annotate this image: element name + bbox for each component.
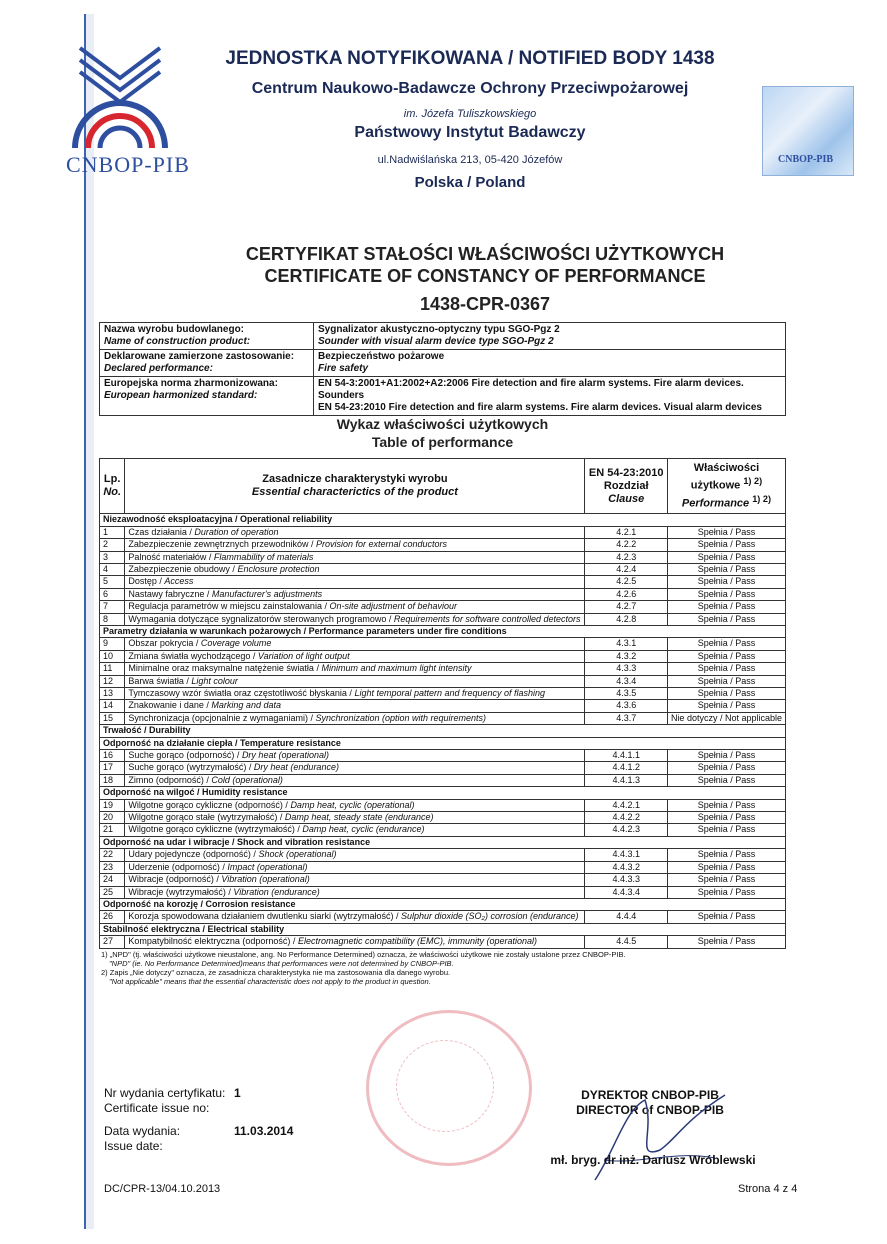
- row-characteristic: Suche gorąco (odporność) / Dry heat (operational): [125, 750, 585, 762]
- row-clause: 4.2.3: [585, 551, 667, 563]
- row-clause: 4.4.3.4: [585, 886, 667, 898]
- page-number: Strona 4 z 4: [738, 1183, 798, 1195]
- table-row: [100, 675, 786, 687]
- row-clause: 4.4.1.2: [585, 762, 667, 774]
- section-row: [100, 898, 786, 910]
- row-performance: Spełnia / Pass: [667, 886, 785, 898]
- row-characteristic: Regulacja parametrów w miejscu zainstalowania / On-site adjustment of behaviour: [125, 601, 585, 613]
- table-row: [100, 576, 786, 588]
- footnote: "NPD" (ie. No Performance Determined)means that performances were not determined by CNBOP-PIB.: [109, 959, 454, 968]
- row-performance: Spełnia / Pass: [667, 663, 785, 675]
- table-row: [100, 526, 786, 538]
- row-number: 22: [100, 849, 125, 861]
- row-number: 18: [100, 774, 125, 786]
- row-characteristic: Barwa światła / Light colour: [125, 675, 585, 687]
- row-characteristic: Dostęp / Access: [125, 576, 585, 588]
- certificate-title-en: CERTIFICATE OF CONSTANCY OF PERFORMANCE: [264, 266, 706, 286]
- logo-text: CNBOP-PIB: [66, 152, 190, 177]
- col-clause-header: EN 54-23:2010 Rozdział Clause: [585, 459, 667, 514]
- issue-date-value: 11.03.2014: [234, 1124, 294, 1138]
- row-characteristic: Wilgotne gorąco cykliczne (odporność) / Damp heat, cyclic (operational): [125, 799, 585, 811]
- row-characteristic: Udary pojedyncze (odporność) / Shock (operational): [125, 849, 585, 861]
- row-number: 13: [100, 688, 125, 700]
- table-row: [100, 849, 786, 861]
- section-label: Trwałość / Durability: [100, 725, 786, 737]
- row-number: 8: [100, 613, 125, 625]
- row-performance: Spełnia / Pass: [667, 849, 785, 861]
- col-performance-header: Właściwości użytkowe $^{1) 2)}$ Performance $^{1) 2)}$: [667, 459, 785, 514]
- table-row: [100, 886, 786, 898]
- table-row: [100, 650, 786, 662]
- row-clause: 4.4.2.3: [585, 824, 667, 836]
- row-performance: Spełnia / Pass: [667, 650, 785, 662]
- row-characteristic: Tymczasowy wzór światła oraz częstotliwość błyskania / Light temporal pattern and frequency of flashing: [125, 688, 585, 700]
- row-performance: Spełnia / Pass: [667, 936, 785, 948]
- row-performance: Spełnia / Pass: [667, 874, 785, 886]
- row-clause: 4.3.4: [585, 675, 667, 687]
- director-name: mł. bryg. dr inż. Dariusz Wróblewski: [550, 1153, 756, 1167]
- row-performance: Spełnia / Pass: [667, 688, 785, 700]
- table-row: [100, 812, 786, 824]
- row-performance: Spełnia / Pass: [667, 799, 785, 811]
- row-characteristic: Synchronizacja (opcjonalnie z wymaganiami) / Synchronization (option with requirements): [125, 712, 585, 724]
- row-characteristic: Zmiana światła wychodzącego / Variation of light output: [125, 650, 585, 662]
- table-row: [100, 861, 786, 873]
- row-number: 4: [100, 563, 125, 575]
- footnotes: [101, 950, 626, 986]
- certificate-number: 1438-CPR-0367: [419, 294, 551, 314]
- row-clause: 4.3.3: [585, 663, 667, 675]
- row-clause: 4.3.5: [585, 688, 667, 700]
- row-performance: Spełnia / Pass: [667, 700, 785, 712]
- row-number: 14: [100, 700, 125, 712]
- row-clause: 4.3.6: [585, 700, 667, 712]
- row-characteristic: Zimno (odporność) / Cold (operational): [125, 774, 585, 786]
- row-performance: Spełnia / Pass: [667, 613, 785, 625]
- row-number: 19: [100, 799, 125, 811]
- row-performance: Spełnia / Pass: [667, 774, 785, 786]
- row-performance: Spełnia / Pass: [667, 824, 785, 836]
- table-row: [100, 936, 786, 948]
- row-clause: 4.4.4: [585, 911, 667, 923]
- row-characteristic: Kompatybilność elektryczna (odporność) / Electromagnetic compatibility (EMC), immunity (operational): [125, 936, 585, 948]
- table-row: [100, 688, 786, 700]
- section-label: Odporność na wilgoć / Humidity resistance: [100, 787, 786, 799]
- table-row: [100, 799, 786, 811]
- row-number: 21: [100, 824, 125, 836]
- institute-country: Polska / Poland: [414, 174, 526, 191]
- info-label: Nazwa wyrobu budowlanego: Name of construction product:: [100, 323, 314, 350]
- footnote: "Not applicable" means that the essential characteristic does not apply to the product in question.: [109, 977, 431, 986]
- row-performance: Spełnia / Pass: [667, 812, 785, 824]
- section-row: [100, 787, 786, 799]
- row-clause: 4.3.2: [585, 650, 667, 662]
- product-info-table: [99, 322, 786, 416]
- table-row: [100, 824, 786, 836]
- row-performance: Spełnia / Pass: [667, 576, 785, 588]
- table-row: [100, 613, 786, 625]
- info-row: [100, 377, 786, 416]
- footnote: 1) „NPD" (tj. właściwości użytkowe nieustalone, ang. No Performance Determined) oznacza, że właściwości użytkowe nie zostały ustalone przez CNBOP-PIB.: [101, 950, 626, 959]
- section-row: [100, 625, 786, 637]
- row-performance: Spełnia / Pass: [667, 601, 785, 613]
- table-row: [100, 588, 786, 600]
- row-clause: 4.4.1.3: [585, 774, 667, 786]
- row-number: 20: [100, 812, 125, 824]
- row-clause: 4.2.4: [585, 563, 667, 575]
- row-clause: 4.2.5: [585, 576, 667, 588]
- row-performance: Spełnia / Pass: [667, 588, 785, 600]
- row-performance: Spełnia / Pass: [667, 750, 785, 762]
- row-performance: Spełnia / Pass: [667, 675, 785, 687]
- section-row: [100, 725, 786, 737]
- row-characteristic: Znakowanie i dane / Marking and data: [125, 700, 585, 712]
- info-row: [100, 350, 786, 377]
- row-number: 2: [100, 539, 125, 551]
- info-value: EN 54-3:2001+A1:2002+A2:2006 Fire detection and fire alarm systems. Fire alarm devices. Sounders EN 54-23:2010 Fire detection and fire alarm systems. Fire alarm devices. Visual alarm devices: [314, 377, 786, 416]
- section-label: Odporność na korozję / Corrosion resistance: [100, 898, 786, 910]
- row-clause: 4.2.7: [585, 601, 667, 613]
- institute-name: Centrum Naukowo-Badawcze Ochrony Przeciwpożarowej: [251, 80, 689, 97]
- issue-no-value: 1: [234, 1086, 241, 1100]
- row-clause: 4.2.1: [585, 526, 667, 538]
- row-characteristic: Uderzenie (odporność) / Impact (operational): [125, 861, 585, 873]
- table-row: [100, 551, 786, 563]
- row-number: 7: [100, 601, 125, 613]
- table-row: [100, 539, 786, 551]
- row-characteristic: Korozja spowodowana działaniem dwutlenku siarki (wytrzymałość) / Sulphur dioxide (SO₂) corrosion (endurance): [125, 911, 585, 923]
- row-number: 11: [100, 663, 125, 675]
- row-characteristic: Minimalne oraz maksymalne natężenie światła / Minimum and maximum light intensity: [125, 663, 585, 675]
- row-performance: Spełnia / Pass: [667, 539, 785, 551]
- row-characteristic: Wilgotne gorąco stałe (wytrzymałość) / Damp heat, steady state (endurance): [125, 812, 585, 824]
- row-number: 1: [100, 526, 125, 538]
- row-performance: Spełnia / Pass: [667, 762, 785, 774]
- info-label: Deklarowane zamierzone zastosowanie: Declared performance:: [100, 350, 314, 377]
- table-title-pl: Wykaz właściwości użytkowych: [336, 416, 549, 432]
- issue-no-label-en: Certificate issue no:: [104, 1101, 210, 1115]
- director-title-pl: DYREKTOR CNBOP-PIB: [581, 1088, 719, 1102]
- table-row: [100, 563, 786, 575]
- section-row: [100, 836, 786, 848]
- row-clause: 4.4.3.3: [585, 874, 667, 886]
- certificate-title-pl: CERTYFIKAT STAŁOŚCI WŁAŚCIWOŚCI UŻYTKOWYCH: [245, 244, 725, 264]
- row-number: 12: [100, 675, 125, 687]
- issue-no-label-pl: Nr wydania certyfikatu:: [104, 1086, 226, 1100]
- row-characteristic: Palność materiałów / Flammability of materials: [125, 551, 585, 563]
- section-label: Niezawodność eksploatacyjna / Operational reliability: [100, 514, 786, 526]
- row-clause: 4.2.8: [585, 613, 667, 625]
- table-row: [100, 750, 786, 762]
- info-label: Europejska norma zharmonizowana: European harmonized standard:: [100, 377, 314, 416]
- left-margin-stripe: [84, 14, 94, 1229]
- row-characteristic: Wymagania dotyczące sygnalizatorów sterowanych programowo / Requirements for software controlled detectors: [125, 613, 585, 625]
- row-number: 25: [100, 886, 125, 898]
- table-title-en: Table of performance: [371, 434, 514, 450]
- row-characteristic: Zabezpieczenie zewnętrznych przewodników / Provision for external conductors: [125, 539, 585, 551]
- table-row: [100, 712, 786, 724]
- row-clause: 4.4.5: [585, 936, 667, 948]
- notified-body-heading: JEDNOSTKA NOTYFIKOWANA / NOTIFIED BODY 1438: [225, 48, 715, 69]
- document-code: DC/CPR-13/04.10.2013: [104, 1183, 221, 1195]
- row-number: 9: [100, 638, 125, 650]
- hologram-text: CNBOP-PIB: [778, 154, 833, 165]
- col-no-header: Lp. No.: [100, 459, 125, 514]
- table-row: [100, 601, 786, 613]
- row-clause: 4.2.2: [585, 539, 667, 551]
- row-performance: Spełnia / Pass: [667, 526, 785, 538]
- row-number: 10: [100, 650, 125, 662]
- section-row: [100, 514, 786, 526]
- row-characteristic: Czas działania / Duration of operation: [125, 526, 585, 538]
- issue-date-label-pl: Data wydania:: [104, 1124, 181, 1138]
- row-characteristic: Suche gorąco (wytrzymałość) / Dry heat (endurance): [125, 762, 585, 774]
- row-performance: Spełnia / Pass: [667, 563, 785, 575]
- row-clause: 4.4.2.2: [585, 812, 667, 824]
- section-row: [100, 737, 786, 749]
- table-row: [100, 638, 786, 650]
- issue-date-label-en: Issue date:: [104, 1139, 163, 1153]
- institute-patron: im. Józefa Tuliszkowskiego: [403, 108, 537, 120]
- row-clause: 4.4.3.1: [585, 849, 667, 861]
- row-number: 23: [100, 861, 125, 873]
- row-characteristic: Zabezpieczenie obudowy / Enclosure protection: [125, 563, 585, 575]
- performance-table: [99, 458, 786, 949]
- row-number: 17: [100, 762, 125, 774]
- row-clause: 4.4.1.1: [585, 750, 667, 762]
- row-number: 26: [100, 911, 125, 923]
- section-label: Odporność na działanie ciepła / Temperature resistance: [100, 737, 786, 749]
- col-characteristics-header: Zasadnicze charakterystyki wyrobu Essential characterictics of the product: [125, 459, 585, 514]
- row-clause: 4.3.1: [585, 638, 667, 650]
- row-number: 16: [100, 750, 125, 762]
- table-row: [100, 774, 786, 786]
- row-characteristic: Wibracje (wytrzymałość) / Vibration (endurance): [125, 886, 585, 898]
- row-performance: Nie dotyczy / Not applicable: [667, 712, 785, 724]
- row-clause: 4.2.6: [585, 588, 667, 600]
- row-characteristic: Wibracje (odporność) / Vibration (operational): [125, 874, 585, 886]
- row-characteristic: Nastawy fabryczne / Manufacturer's adjustments: [125, 588, 585, 600]
- row-performance: Spełnia / Pass: [667, 911, 785, 923]
- table-row: [100, 911, 786, 923]
- row-number: 15: [100, 712, 125, 724]
- footnote: 2) Zapis „Nie dotyczy" oznacza, że zasadnicza charakterystyka nie ma zastosowania dla danego wyrobu.: [101, 968, 451, 977]
- section-label: Odporność na udar i wibracje / Shock and vibration resistance: [100, 836, 786, 848]
- table-row: [100, 762, 786, 774]
- info-value: Bezpieczeństwo pożarowe Fire safety: [314, 350, 786, 377]
- institute-type: Państwowy Instytut Badawczy: [354, 124, 586, 141]
- row-number: 6: [100, 588, 125, 600]
- row-performance: Spełnia / Pass: [667, 551, 785, 563]
- row-number: 27: [100, 936, 125, 948]
- row-clause: 4.4.3.2: [585, 861, 667, 873]
- director-title-en: DIRECTOR of CNBOP-PIB: [576, 1103, 724, 1117]
- row-clause: 4.4.2.1: [585, 799, 667, 811]
- institute-address: ul.Nadwiślańska 213, 05-420 Józefów: [377, 154, 563, 166]
- signature-icon: [565, 1090, 735, 1190]
- table-row: [100, 663, 786, 675]
- row-characteristic: Obszar pokrycia / Coverage volume: [125, 638, 585, 650]
- table-row: [100, 874, 786, 886]
- row-number: 24: [100, 874, 125, 886]
- section-label: Stabilność elektryczna / Electrical stability: [100, 923, 786, 935]
- stamp-eagle-icon: [396, 1040, 494, 1132]
- row-clause: 4.3.7: [585, 712, 667, 724]
- row-characteristic: Wilgotne gorąco cykliczne (wytrzymałość) / Damp heat, cyclic (endurance): [125, 824, 585, 836]
- table-row: [100, 700, 786, 712]
- info-row: [100, 323, 786, 350]
- row-performance: Spełnia / Pass: [667, 638, 785, 650]
- row-performance: Spełnia / Pass: [667, 861, 785, 873]
- row-number: 3: [100, 551, 125, 563]
- section-row: [100, 923, 786, 935]
- info-value: Sygnalizator akustyczno-optyczny typu SGO-Pgz 2 Sounder with visual alarm device type SGO-Pgz 2: [314, 323, 786, 350]
- row-number: 5: [100, 576, 125, 588]
- section-label: Parametry działania w warunkach pożarowych / Performance parameters under fire conditions: [100, 625, 786, 637]
